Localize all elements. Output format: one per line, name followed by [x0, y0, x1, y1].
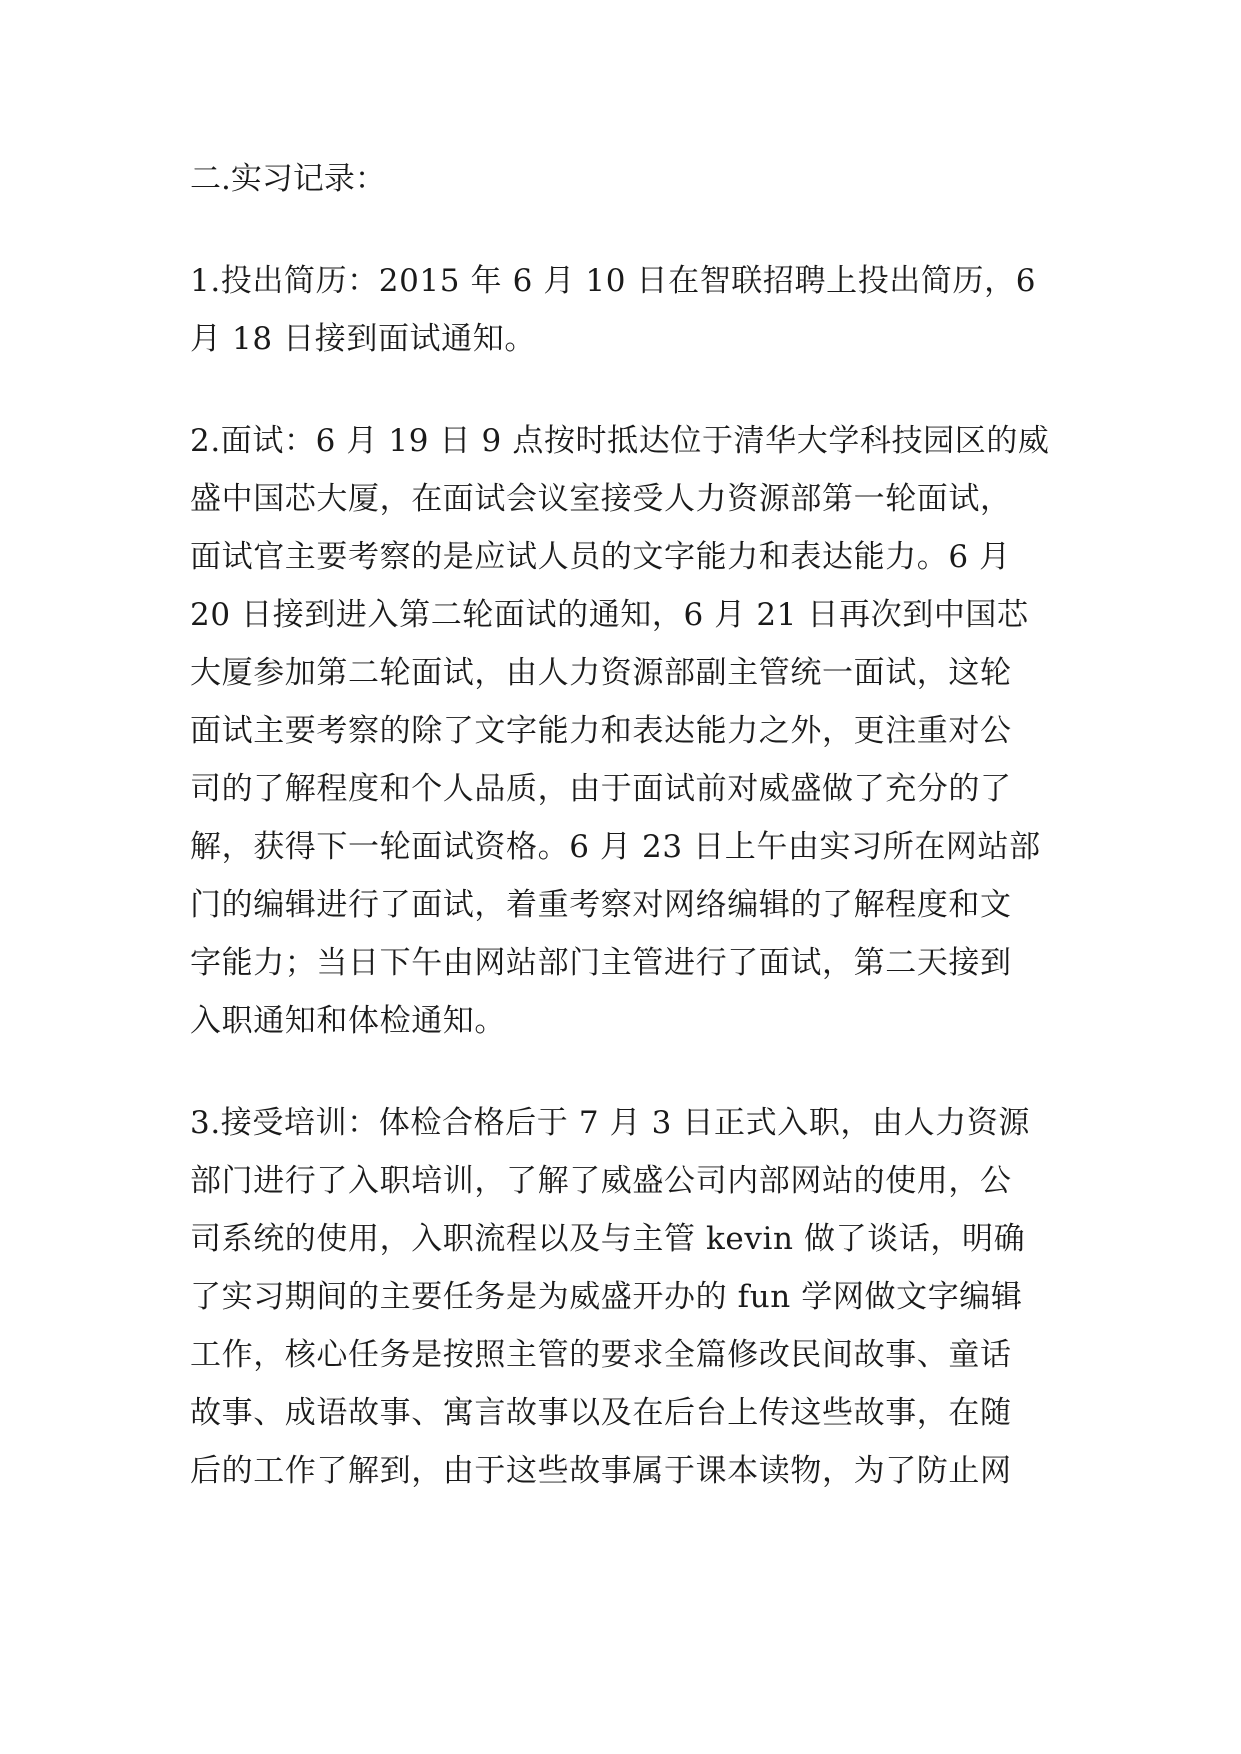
- paragraph-line: 后的工作了解到，由于这些故事属于课本读物，为了防止网: [190, 1453, 1012, 1489]
- paragraph-line: 故事、成语故事、寓言故事以及在后台上传这些故事，在随: [190, 1395, 1012, 1431]
- paragraph-line: 解，获得下一轮面试资格。6 月 23 日上午由实习所在网站部: [190, 829, 1041, 865]
- paragraph-line: 字能力；当日下午由网站部门主管进行了面试，第二天接到: [190, 945, 1012, 981]
- paragraph-line: 2.面试：6 月 19 日 9 点按时抵达位于清华大学科技园区的威: [190, 423, 1050, 459]
- document-page: [190, 150, 1058, 1544]
- paragraph-resume: [190, 252, 1058, 368]
- paragraph-line: 3.接受培训：体检合格后于 7 月 3 日正式入职，由人力资源: [190, 1105, 1031, 1141]
- section-heading: 二.实习记录：: [190, 161, 386, 197]
- paragraph-line: 盛中国芯大厦，在面试会议室接受人力资源部第一轮面试，: [190, 481, 1012, 517]
- paragraph-line: 面试官主要考察的是应试人员的文字能力和表达能力。6 月: [190, 539, 1011, 575]
- paragraph-line: 入职通知和体检通知。: [190, 1003, 506, 1039]
- paragraph-interview: [190, 412, 1058, 1050]
- paragraph-line: 20 日接到进入第二轮面试的通知，6 月 21 日再次到中国芯: [190, 597, 1029, 633]
- paragraph-line: 大厦参加第二轮面试，由人力资源部副主管统一面试，这轮: [190, 655, 1012, 691]
- paragraph-training: [190, 1094, 1058, 1500]
- paragraph-line: 司系统的使用，入职流程以及与主管 kevin 做了谈话，明确: [190, 1221, 1026, 1257]
- paragraph-line: 月 18 日接到面试通知。: [190, 321, 536, 357]
- paragraph-line: 门的编辑进行了面试，着重考察对网络编辑的了解程度和文: [190, 887, 1012, 923]
- paragraph-line: 工作，核心任务是按照主管的要求全篇修改民间故事、童话: [190, 1337, 1012, 1373]
- paragraph-line: 1.投出简历：2015 年 6 月 10 日在智联招聘上投出简历，6: [190, 263, 1037, 299]
- paragraph-line: 了实习期间的主要任务是为威盛开办的 fun 学网做文字编辑: [190, 1279, 1023, 1315]
- paragraph-line: 司的了解程度和个人品质，由于面试前对威盛做了充分的了: [190, 771, 1012, 807]
- paragraph-line: 部门进行了入职培训，了解了威盛公司内部网站的使用，公: [190, 1163, 1012, 1199]
- paragraph-line: 面试主要考察的除了文字能力和表达能力之外，更注重对公: [190, 713, 1012, 749]
